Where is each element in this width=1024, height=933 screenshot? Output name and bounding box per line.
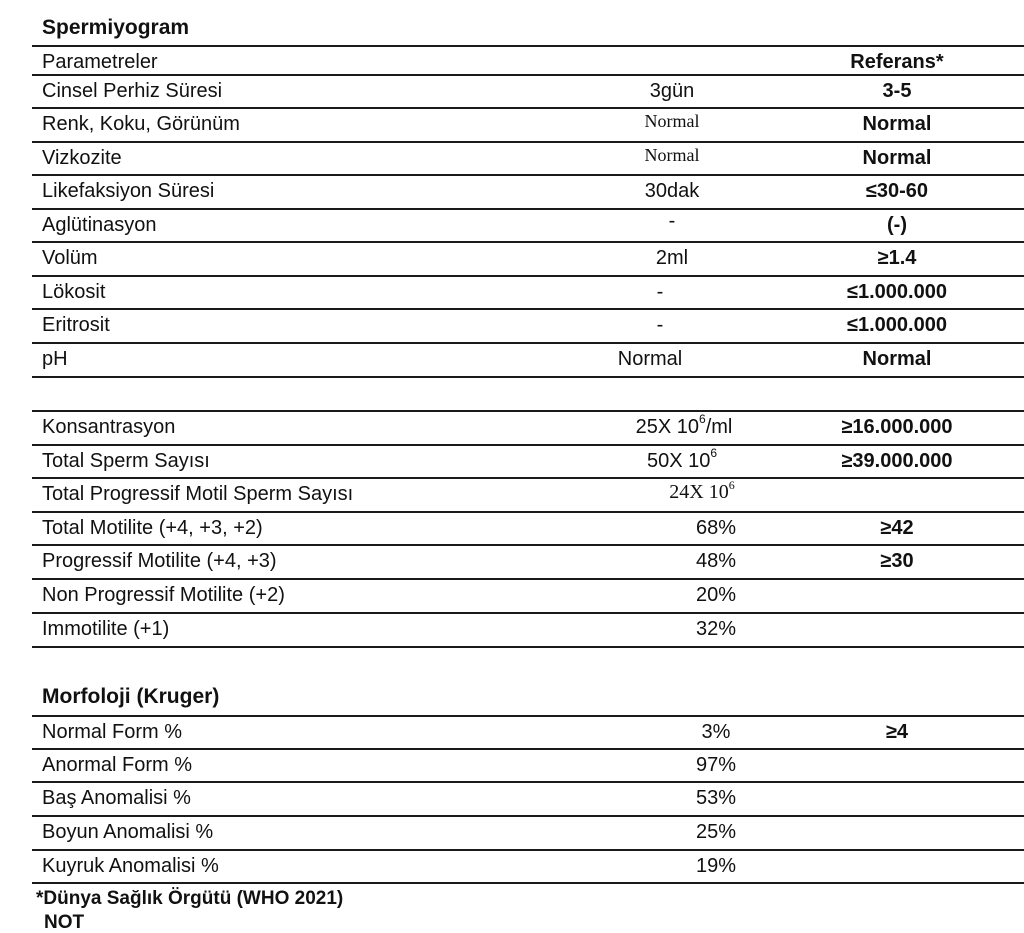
param-label: pH — [42, 348, 68, 370]
result-exponent: 6 — [728, 478, 735, 492]
result-value: 3gün — [649, 80, 695, 102]
note-label: NOT — [44, 912, 85, 933]
reference-value: 3-5 — [882, 80, 912, 102]
table-row — [32, 545, 1024, 577]
table-row — [32, 175, 1024, 207]
table-row — [32, 142, 1024, 174]
result-base: 50X 10 — [646, 450, 711, 472]
table-row — [32, 782, 1024, 814]
param-label: Baş Anomalisi % — [42, 787, 191, 809]
table-rule — [32, 646, 1024, 648]
result-value: 97% — [695, 754, 737, 776]
result-value: Normal — [644, 111, 700, 131]
param-label: Eritrosit — [42, 314, 110, 336]
reference-value: ≤1.000.000 — [847, 314, 947, 336]
result-value — [602, 476, 802, 508]
result-value: 68% — [695, 517, 737, 539]
param-label: Vizkozite — [42, 147, 122, 169]
reference-value: ≥30 — [880, 550, 914, 572]
result-value: 20% — [695, 584, 737, 606]
header-reference: Referans* — [850, 51, 944, 73]
param-label: Likefaksiyon Süresi — [42, 180, 215, 202]
result-value: 19% — [695, 855, 737, 877]
result-value — [584, 411, 784, 443]
reference-value: Normal — [862, 348, 932, 370]
table-row — [32, 108, 1024, 140]
result-value: - — [656, 314, 664, 336]
reference-value: Normal — [862, 113, 932, 135]
reference-value: ≥1.4 — [877, 247, 917, 269]
table-header-row — [32, 46, 1024, 78]
param-label: Total Motilite (+4, +3, +2) — [42, 517, 263, 539]
table-row — [32, 209, 1024, 241]
param-label: Normal Form % — [42, 721, 183, 743]
param-label: Renk, Koku, Görünüm — [42, 113, 240, 135]
param-label: Cinsel Perhiz Süresi — [42, 80, 223, 102]
table-row — [32, 343, 1024, 375]
result-value: 30dak — [644, 180, 700, 202]
param-label: Konsantrasyon — [42, 416, 176, 438]
param-label: Boyun Anomalisi % — [42, 821, 214, 843]
table-row — [32, 75, 1024, 107]
table-row — [32, 445, 1024, 477]
param-label: Immotilite (+1) — [42, 618, 170, 640]
result-value: - — [668, 210, 676, 232]
param-label: Total Sperm Sayısı — [42, 450, 210, 472]
table-row — [32, 579, 1024, 611]
table-row — [32, 816, 1024, 848]
header-parameters: Parametreler — [42, 51, 158, 73]
table-row — [32, 411, 1024, 443]
table-row — [32, 613, 1024, 645]
result-value: Normal — [644, 145, 700, 165]
table-rule — [32, 882, 1024, 884]
table-rule — [32, 376, 1024, 378]
param-label: Lökosit — [42, 281, 106, 303]
morphology-title: Morfoloji (Kruger) — [42, 685, 220, 708]
table-row — [32, 242, 1024, 274]
result-value — [582, 445, 782, 477]
param-label: Non Progressif Motilite (+2) — [42, 584, 285, 606]
table-row — [32, 512, 1024, 544]
result-exponent: 6 — [699, 412, 706, 427]
reference-value: Normal — [862, 147, 932, 169]
reference-value: ≤1.000.000 — [847, 281, 947, 303]
param-label: Aglütinasyon — [42, 214, 157, 236]
footnote: *Dünya Sağlık Örgütü (WHO 2021) — [36, 888, 344, 909]
result-value: 32% — [695, 618, 737, 640]
table-row — [32, 716, 1024, 748]
reference-value: ≥16.000.000 — [841, 416, 953, 438]
table-row — [32, 850, 1024, 882]
reference-value: ≥39.000.000 — [841, 450, 953, 472]
result-value: - — [656, 281, 664, 303]
param-label: Total Progressif Motil Sperm Sayısı — [42, 483, 354, 505]
result-value: 53% — [695, 787, 737, 809]
result-base: 24X 10 — [669, 481, 729, 503]
param-label: Kuyruk Anomalisi % — [42, 855, 219, 877]
reference-value: ≤30-60 — [865, 180, 929, 202]
param-label: Anormal Form % — [42, 754, 193, 776]
table-row — [32, 749, 1024, 781]
reference-value: (-) — [887, 214, 907, 236]
result-value: 2ml — [655, 247, 689, 269]
result-value: Normal — [617, 348, 683, 370]
table-row — [32, 276, 1024, 308]
page-title: Spermiyogram — [42, 16, 190, 39]
table-row — [32, 309, 1024, 341]
result-value: 3% — [701, 721, 731, 743]
result-value: 48% — [695, 550, 737, 572]
result-value: 25% — [695, 821, 737, 843]
table-row — [32, 478, 1024, 510]
reference-value: ≥42 — [880, 517, 914, 539]
reference-value: ≥4 — [885, 721, 909, 743]
param-label: Progressif Motilite (+4, +3) — [42, 550, 277, 572]
param-label: Volüm — [42, 247, 98, 269]
result-exponent: 6 — [710, 446, 718, 461]
result-base: 25X 10 — [635, 416, 700, 438]
result-unit: /ml — [705, 416, 733, 438]
